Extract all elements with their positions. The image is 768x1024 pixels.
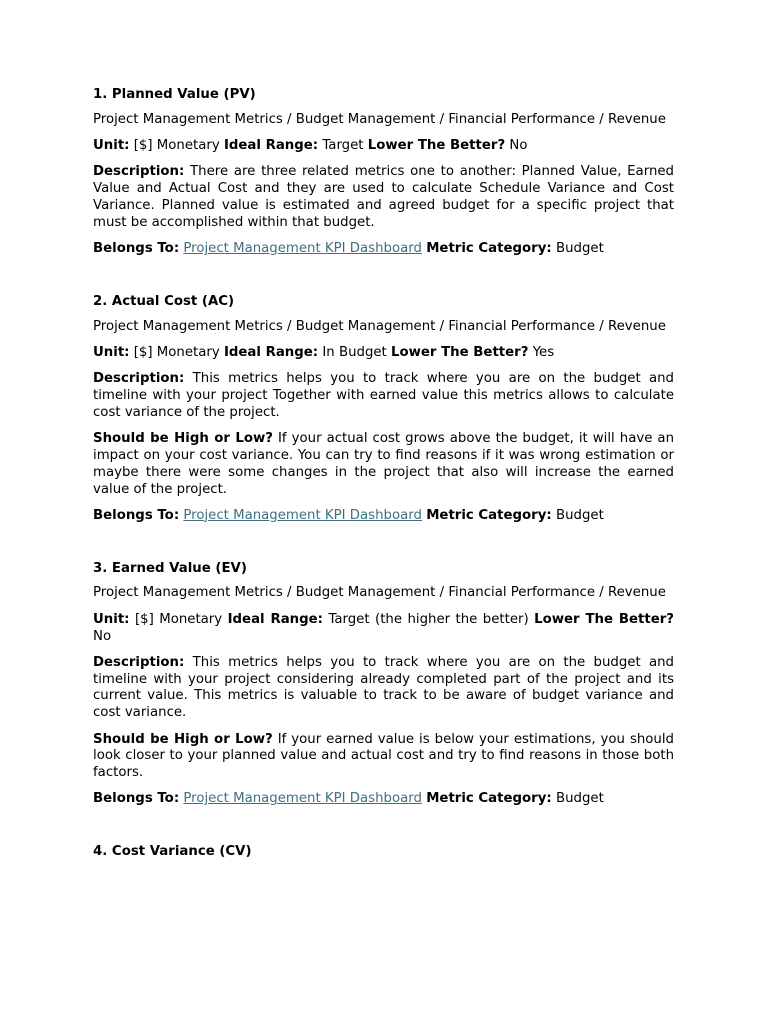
document-content bbox=[93, 87, 674, 869]
should-be-text: If your earned value is below your estimations, you should look closer to your planned value and actual cost and try to find reasons in those both factors. bbox=[93, 731, 674, 781]
metric-belongs-line bbox=[93, 508, 674, 525]
dashboard-link[interactable]: Project Management KPI Dashboard bbox=[183, 791, 422, 807]
description-text: There are three related metrics one to another: Planned Value, Earned Value and Actual Cost and they are used to calculate Schedule Variance and Cost Variance. Planned value is estimated and agreed budget for a specific project that must be accomplished within that budget. bbox=[93, 164, 674, 230]
metric-category-label: Metric Category: bbox=[426, 241, 552, 257]
metric-category-value: Budget bbox=[555, 241, 604, 257]
description-text: This metrics helps you to track where you are on the budget and timeline with your project considering already completed part of the project and its current value. This metrics is valuable to track to be aware of budget variance and cost variance. bbox=[93, 654, 674, 721]
belongs-to-label: Belongs To: bbox=[93, 507, 180, 523]
description-text: This metrics helps you to track where you are on the budget and timeline with your project Together with earned value this metrics allows to calculate cost variance of the project. bbox=[93, 371, 674, 420]
metric-description bbox=[93, 371, 674, 421]
metric-belongs-line bbox=[93, 791, 674, 808]
ideal-range-value: Target (the higher the better) bbox=[328, 611, 529, 627]
ideal-range-value: In Budget bbox=[322, 344, 387, 360]
lower-the-better-label: Lower The Better? bbox=[367, 138, 506, 154]
dashboard-link[interactable]: Project Management KPI Dashboard bbox=[183, 241, 422, 257]
metric-title: 3. Earned Value (EV) bbox=[93, 560, 247, 576]
unit-value: [$] Monetary bbox=[133, 344, 220, 360]
metric-planned-value bbox=[93, 87, 674, 258]
lower-the-better-value: No bbox=[93, 628, 112, 644]
metric-cost-variance bbox=[93, 844, 674, 861]
belongs-to-label: Belongs To: bbox=[93, 241, 180, 257]
metric-breadcrumb: Project Management Metrics / Budget Management / Financial Performance / Revenue bbox=[93, 111, 666, 127]
metric-description bbox=[93, 655, 674, 722]
should-be-label: Should be High or Low? bbox=[93, 731, 273, 747]
description-label: Description: bbox=[93, 654, 185, 670]
metric-category-label: Metric Category: bbox=[426, 791, 552, 807]
should-be-text: If your actual cost grows above the budget, it will have an impact on your cost variance. You can try to find reasons if it was wrong estimation or maybe there were some changes in the project that also will increase the earned value of the project. bbox=[93, 431, 674, 497]
description-label: Description: bbox=[93, 164, 185, 180]
metric-earned-value bbox=[93, 561, 674, 809]
unit-value: [$] Monetary bbox=[133, 138, 220, 154]
metric-unit-line bbox=[93, 138, 674, 155]
ideal-range-value: Target bbox=[322, 138, 364, 154]
metric-breadcrumb: Project Management Metrics / Budget Management / Financial Performance / Revenue bbox=[93, 318, 666, 334]
metric-should-be bbox=[93, 431, 674, 498]
metric-unit-line bbox=[93, 612, 674, 646]
should-be-label: Should be High or Low? bbox=[93, 431, 273, 447]
unit-label: Unit: bbox=[93, 344, 130, 360]
dashboard-link[interactable]: Project Management KPI Dashboard bbox=[183, 507, 422, 523]
metric-actual-cost bbox=[93, 294, 674, 525]
ideal-range-label: Ideal Range: bbox=[223, 138, 319, 154]
description-label: Description: bbox=[93, 371, 185, 387]
metric-title: 1. Planned Value (PV) bbox=[93, 87, 256, 102]
ideal-range-label: Ideal Range: bbox=[227, 611, 323, 627]
lower-the-better-label: Lower The Better? bbox=[391, 344, 529, 360]
metric-category-value: Budget bbox=[555, 507, 604, 523]
metric-title: 2. Actual Cost (AC) bbox=[93, 293, 235, 309]
lower-the-better-label: Lower The Better? bbox=[534, 611, 675, 627]
metric-unit-line bbox=[93, 345, 674, 362]
ideal-range-label: Ideal Range: bbox=[223, 344, 319, 360]
metric-should-be bbox=[93, 732, 674, 782]
metric-category-label: Metric Category: bbox=[426, 507, 552, 523]
metric-title: 4. Cost Variance (CV) bbox=[93, 844, 252, 860]
unit-value: [$] Monetary bbox=[134, 611, 223, 627]
unit-label: Unit: bbox=[93, 138, 130, 154]
metric-description bbox=[93, 164, 674, 231]
belongs-to-label: Belongs To: bbox=[93, 791, 180, 807]
unit-label: Unit: bbox=[93, 611, 130, 627]
metric-belongs-line bbox=[93, 241, 674, 258]
lower-the-better-value: No bbox=[509, 138, 528, 154]
metric-breadcrumb: Project Management Metrics / Budget Management / Financial Performance / Revenue bbox=[93, 585, 666, 601]
metric-category-value: Budget bbox=[555, 791, 604, 807]
lower-the-better-value: Yes bbox=[532, 344, 555, 360]
